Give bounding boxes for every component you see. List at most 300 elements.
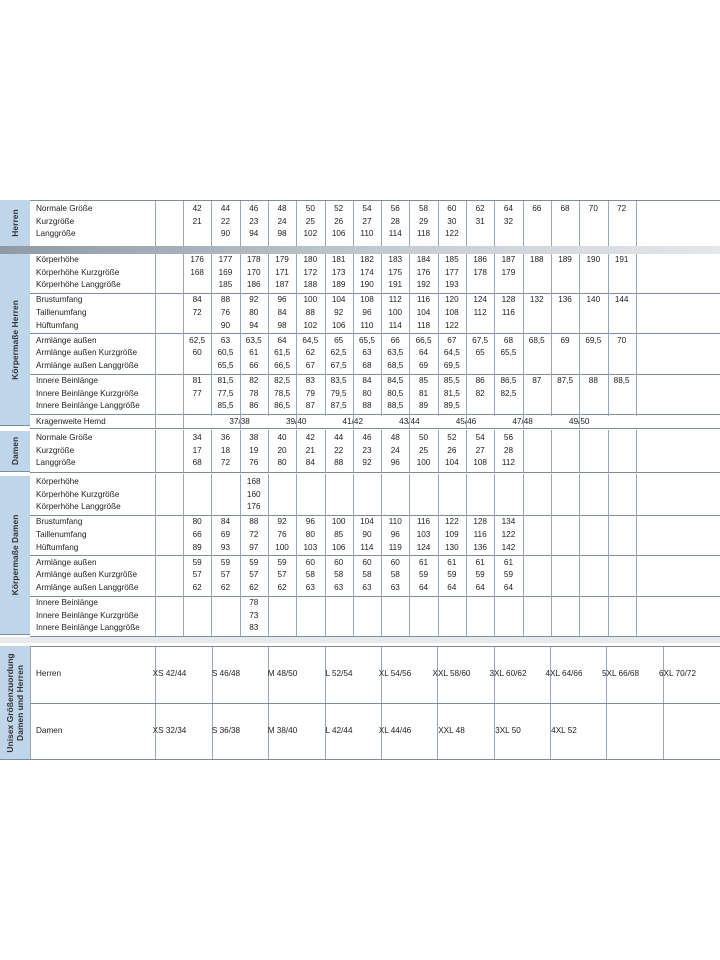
column-divider — [409, 254, 410, 416]
row-label: Damen — [36, 725, 63, 735]
table-cell: 176 — [190, 255, 204, 264]
table-cell: 22 — [220, 216, 230, 226]
table-cell: 67,5 — [472, 335, 489, 345]
table-cell: 60 — [334, 557, 344, 567]
table-cell: 57 — [220, 570, 230, 580]
table-cell: 62 — [277, 583, 287, 592]
column-divider — [353, 254, 354, 416]
section-label-herren — [0, 200, 30, 247]
table-cell: 24 — [277, 216, 287, 226]
table-cell: 59 — [277, 557, 287, 567]
table-cell: 81 — [192, 376, 202, 386]
table-cell: 62 — [249, 583, 259, 592]
table-cell: 168 — [190, 267, 204, 277]
table-cell: 191 — [614, 255, 629, 264]
table-cell: 85,5 — [217, 401, 234, 411]
table-cell: 84 — [220, 517, 230, 527]
column-divider — [409, 416, 410, 429]
column-divider — [466, 416, 467, 429]
table-cell: 62 — [305, 348, 315, 358]
table-cell: 116 — [417, 295, 431, 305]
table-cell: 77 — [192, 388, 202, 398]
table-cell: 42 — [192, 204, 202, 213]
row-divider — [30, 374, 720, 375]
table-cell: 85,5 — [443, 376, 460, 386]
table-cell: 175 — [388, 267, 403, 277]
table-cell: 69,5 — [585, 335, 602, 345]
table-cell: 88 — [334, 458, 344, 468]
table-cell: 128 — [501, 295, 516, 305]
table-cell: 3XL 60/62 — [489, 669, 527, 679]
table-cell: 60 — [447, 204, 457, 213]
table-cell: 178 — [246, 255, 261, 264]
row-divider — [30, 646, 720, 647]
column-divider — [608, 430, 609, 472]
table-cell: 36 — [220, 433, 230, 443]
table-cell: 96 — [390, 458, 400, 468]
table-cell: 119 — [388, 542, 402, 552]
column-divider — [608, 254, 609, 416]
column-divider — [240, 416, 241, 429]
table-cell: 130 — [445, 542, 459, 552]
table-cell: 84,5 — [387, 376, 404, 386]
table-cell: 68 — [560, 204, 570, 213]
column-divider — [579, 430, 580, 472]
column-divider — [494, 430, 495, 472]
table-cell: 52 — [334, 204, 344, 213]
table-cell: 132 — [529, 295, 544, 305]
table-cell: 188 — [303, 280, 318, 290]
table-cell: 109 — [445, 530, 459, 539]
row-divider — [30, 759, 720, 760]
table-cell: 78 — [249, 598, 259, 608]
section-label-koerper-damen — [0, 476, 30, 635]
table-cell: 63 — [362, 348, 372, 358]
table-cell: 28 — [503, 445, 513, 455]
column-divider — [211, 474, 212, 636]
table-cell: 110 — [360, 320, 374, 330]
table-cell: 179 — [501, 267, 516, 277]
section-label-damen — [0, 431, 30, 472]
table-cell: 65,5 — [500, 348, 517, 358]
table-cell: 69 — [560, 335, 570, 345]
table-cell: 88 — [588, 376, 598, 386]
row-label: Innere Beinlänge Langgröße — [36, 401, 140, 411]
table-cell: 168 — [246, 477, 261, 486]
table-cell: 64,5 — [443, 348, 460, 358]
table-cell: 37/38 — [229, 416, 250, 426]
table-cell: 187 — [501, 255, 516, 264]
separator-band — [0, 246, 720, 254]
table-cell: 52 — [447, 433, 457, 443]
column-divider — [523, 430, 524, 472]
table-cell: 57 — [192, 570, 202, 580]
table-cell: 170 — [246, 267, 261, 277]
table-cell: 177 — [445, 267, 459, 277]
table-cell: 58 — [390, 570, 400, 580]
section-label-unisex — [0, 646, 30, 760]
table-cell: 77,5 — [217, 388, 234, 398]
table-cell: 21 — [305, 445, 315, 455]
row-divider — [30, 414, 720, 415]
table-cell: 118 — [417, 229, 431, 239]
table-cell: 65 — [475, 348, 485, 358]
column-divider — [325, 200, 326, 246]
table-cell: 63 — [362, 583, 372, 592]
row-label: Körperhöhe Langgröße — [36, 502, 121, 512]
table-cell: 106 — [331, 229, 346, 239]
row-label: Körperhöhe Kurzgröße — [36, 267, 120, 277]
table-cell: 56 — [390, 204, 400, 213]
table-cell: 100 — [388, 308, 403, 317]
table-cell: 177 — [218, 255, 233, 264]
table-cell: 76 — [277, 530, 287, 539]
table-cell: 82 — [249, 376, 259, 386]
table-cell: 88,5 — [613, 376, 630, 386]
row-label: Langgröße — [36, 458, 76, 468]
table-cell: 70 — [617, 335, 627, 345]
table-cell: 19 — [249, 445, 259, 455]
table-cell: 81,5 — [443, 388, 460, 398]
table-cell: 94 — [249, 320, 259, 330]
column-divider — [296, 430, 297, 472]
table-cell: 98 — [277, 229, 287, 239]
table-cell: 86,5 — [500, 376, 517, 386]
table-cell: 64 — [418, 583, 429, 592]
table-cell: 87,5 — [330, 401, 347, 411]
table-cell: 27 — [362, 216, 372, 226]
column-divider — [523, 200, 524, 246]
row-label: Armlänge außen — [36, 557, 97, 567]
row-label: Normale Größe — [36, 204, 93, 213]
table-cell: 184 — [416, 255, 431, 264]
row-divider — [30, 636, 720, 637]
column-divider — [296, 416, 297, 429]
table-cell: 67 — [305, 361, 315, 370]
table-cell: 88 — [249, 517, 259, 527]
row-divider — [30, 200, 720, 201]
table-cell: 63 — [220, 335, 230, 345]
table-cell: 6XL 70/72 — [658, 669, 697, 679]
row-divider — [30, 428, 720, 429]
table-cell: 160 — [246, 489, 261, 499]
column-divider — [523, 416, 524, 429]
table-cell: 124 — [416, 542, 431, 552]
column-divider — [438, 474, 439, 636]
table-cell: 30 — [447, 216, 457, 226]
table-cell: 90 — [362, 530, 372, 539]
table-cell: 21 — [192, 216, 202, 226]
table-cell: 84 — [362, 376, 372, 386]
table-cell: 190 — [586, 255, 601, 264]
column-divider — [353, 416, 354, 429]
table-cell: 57 — [249, 570, 259, 580]
column-divider — [608, 200, 609, 246]
table-cell: 59 — [503, 570, 513, 580]
table-cell: 44 — [220, 204, 230, 213]
table-cell: 60 — [305, 557, 315, 567]
table-cell: 90 — [220, 320, 230, 330]
table-cell: 100 — [303, 295, 318, 305]
table-cell: 83 — [249, 623, 259, 633]
table-cell: 57 — [277, 570, 287, 580]
table-cell: 180 — [303, 255, 318, 264]
table-cell: 46 — [362, 433, 372, 443]
size-chart — [0, 200, 720, 760]
table-cell: 103 — [416, 530, 431, 539]
table-cell: 104 — [360, 517, 374, 527]
column-divider — [579, 416, 580, 429]
table-cell: 60 — [192, 348, 202, 358]
table-cell: 106 — [331, 542, 346, 552]
table-cell: 108 — [473, 458, 487, 468]
table-cell: 86 — [475, 376, 485, 386]
column-divider — [353, 474, 354, 636]
table-cell: 23 — [249, 216, 259, 226]
table-cell: 84 — [192, 295, 202, 305]
table-cell: 54 — [475, 433, 485, 443]
table-cell: 64 — [418, 348, 429, 358]
row-divider — [30, 472, 720, 473]
table-cell: 116 — [501, 308, 515, 317]
table-cell: 140 — [586, 295, 601, 305]
column-divider — [579, 474, 580, 636]
column-divider — [381, 254, 382, 416]
table-cell: 69,5 — [443, 361, 460, 370]
table-cell: 64 — [475, 583, 485, 592]
column-divider — [353, 200, 354, 246]
table-cell: 61,5 — [274, 348, 290, 358]
column-divider — [183, 416, 184, 429]
table-cell: 110 — [388, 517, 402, 527]
column-divider — [409, 200, 410, 246]
table-cell: 58 — [362, 570, 372, 580]
table-cell: 49/50 — [568, 416, 590, 426]
column-divider — [211, 254, 212, 416]
table-cell: 58 — [334, 570, 344, 580]
column-divider — [155, 430, 156, 472]
table-cell: 83,5 — [330, 376, 347, 386]
table-cell: 142 — [501, 542, 516, 552]
table-cell: S 36/38 — [211, 725, 241, 735]
column-divider — [438, 200, 439, 246]
column-divider — [325, 254, 326, 416]
table-cell: 64 — [447, 583, 457, 592]
table-cell: 136 — [473, 542, 487, 552]
table-cell: 89 — [192, 542, 202, 552]
table-cell: 64,5 — [302, 335, 319, 345]
row-label: Armlänge außen — [36, 335, 97, 345]
table-cell: 65,5 — [358, 335, 375, 345]
table-cell: 112 — [388, 295, 402, 305]
table-cell: 181 — [331, 255, 346, 264]
row-label: Körperhöhe — [36, 255, 79, 264]
column-divider — [211, 200, 212, 246]
table-cell: 120 — [445, 295, 459, 305]
table-cell: 87,5 — [557, 376, 573, 386]
table-cell: 64 — [503, 204, 513, 213]
table-cell: XXL 58/60 — [432, 669, 471, 679]
row-label: Taillenumfang — [36, 530, 87, 539]
table-cell: 48 — [390, 433, 400, 443]
table-cell: 46 — [249, 204, 259, 213]
table-cell: 192 — [416, 280, 431, 290]
table-cell: 76 — [249, 458, 259, 468]
table-cell: 59 — [220, 557, 230, 567]
column-divider — [155, 416, 156, 429]
table-cell: 68,5 — [387, 361, 404, 370]
table-cell: 61 — [249, 348, 259, 358]
row-label: Kurzgröße — [36, 445, 75, 455]
table-cell: L 42/44 — [325, 725, 353, 735]
column-divider — [155, 254, 156, 416]
column-divider — [409, 474, 410, 636]
column-divider — [155, 200, 156, 246]
table-cell: 134 — [501, 517, 516, 527]
column-divider — [353, 430, 354, 472]
column-divider — [494, 474, 495, 636]
table-cell: 28 — [390, 216, 400, 226]
table-cell: 66 — [390, 335, 400, 345]
table-cell: 89,5 — [443, 401, 460, 411]
section-label-text: Damen — [10, 436, 20, 466]
table-cell: 61 — [418, 557, 429, 567]
table-cell: XS 32/34 — [152, 725, 187, 735]
table-cell: 114 — [388, 229, 402, 239]
table-cell: 80 — [249, 308, 259, 317]
table-cell: 3XL 50 — [495, 725, 521, 735]
column-divider — [579, 254, 580, 416]
table-cell: 50 — [418, 433, 429, 443]
table-cell: 189 — [558, 255, 572, 264]
table-cell: 182 — [360, 255, 374, 264]
table-cell: 169 — [218, 267, 233, 277]
column-divider — [268, 474, 269, 636]
section-label-text: Unisex Größenzuordung Damen und Herren — [5, 652, 25, 753]
row-divider — [30, 555, 720, 556]
table-cell: 122 — [445, 229, 459, 239]
table-cell: 34 — [192, 433, 202, 443]
table-cell: 189 — [331, 280, 346, 290]
table-cell: 72 — [617, 204, 627, 213]
table-cell: 96 — [362, 308, 372, 317]
table-cell: 27 — [475, 445, 485, 455]
column-divider — [183, 474, 184, 636]
table-cell: 88 — [362, 401, 372, 411]
column-divider — [608, 474, 609, 636]
table-cell: 80 — [277, 458, 287, 468]
table-cell: 173 — [331, 267, 346, 277]
table-cell: 171 — [275, 267, 289, 277]
table-cell: 61 — [475, 557, 485, 567]
row-label: Herren — [36, 669, 62, 679]
table-cell: 23 — [362, 445, 372, 455]
table-cell: 67 — [447, 335, 457, 345]
table-cell: 18 — [220, 445, 230, 455]
table-cell: 92 — [362, 458, 372, 468]
table-cell: 39/40 — [285, 416, 307, 426]
table-cell: 193 — [445, 280, 459, 290]
table-cell: 179 — [275, 255, 289, 264]
column-divider — [551, 430, 552, 472]
column-divider — [183, 200, 184, 246]
row-label: Innere Beinlänge Kurzgröße — [36, 610, 139, 620]
table-cell: 59 — [249, 557, 259, 567]
row-divider — [30, 293, 720, 294]
table-cell: 82,5 — [274, 376, 290, 386]
table-cell: 68,5 — [528, 335, 545, 345]
table-cell: 94 — [249, 229, 259, 239]
table-cell: 63 — [305, 583, 315, 592]
table-cell: 122 — [445, 517, 459, 527]
table-cell: L 52/54 — [325, 669, 353, 679]
column-divider — [636, 254, 637, 416]
table-cell: M 38/40 — [267, 725, 298, 735]
table-cell: 88,5 — [387, 401, 404, 411]
table-cell: 122 — [445, 320, 459, 330]
table-cell: 50 — [305, 204, 315, 213]
row-label: Armlänge außen Langgröße — [36, 583, 139, 592]
table-cell: 22 — [334, 445, 344, 455]
table-cell: 183 — [388, 255, 403, 264]
table-cell: M 48/50 — [267, 669, 298, 679]
column-divider — [240, 474, 241, 636]
table-cell: 80 — [192, 517, 202, 527]
row-label: Armlänge außen Kurzgröße — [36, 570, 138, 580]
column-divider — [438, 254, 439, 416]
table-cell: 59 — [447, 570, 457, 580]
table-cell: 96 — [305, 517, 315, 527]
section-label-text: Körpermaße Herren — [10, 299, 20, 380]
row-label: Brustumfang — [36, 517, 83, 527]
table-cell: 79,5 — [330, 388, 347, 398]
table-cell: S 46/48 — [211, 669, 241, 679]
column-divider — [381, 474, 382, 636]
table-cell: 48 — [277, 204, 287, 213]
table-cell: 174 — [360, 267, 374, 277]
table-cell: 112 — [473, 308, 487, 317]
column-divider — [494, 254, 495, 416]
column-divider — [183, 430, 184, 472]
row-label: Innere Beinlänge — [36, 598, 98, 608]
table-cell: 185 — [445, 255, 459, 264]
table-cell: 69 — [220, 530, 230, 539]
table-cell: 66 — [532, 204, 542, 213]
table-cell: 102 — [303, 229, 318, 239]
row-label: Innere Beinlänge Langgröße — [36, 623, 140, 633]
row-divider — [30, 703, 720, 704]
table-cell: 61 — [503, 557, 513, 567]
table-cell: 85 — [418, 376, 429, 386]
section-label-koerper-herren — [0, 254, 30, 426]
table-cell: 63,5 — [245, 335, 262, 345]
table-cell: 60,5 — [217, 348, 234, 358]
table-cell: 26 — [447, 445, 457, 455]
table-cell: 29 — [418, 216, 429, 226]
column-divider — [325, 430, 326, 472]
table-cell: 58 — [305, 570, 315, 580]
table-cell: 172 — [303, 267, 318, 277]
column-divider — [636, 430, 637, 472]
table-cell: 185 — [218, 280, 233, 290]
column-divider — [636, 474, 637, 636]
column-divider — [523, 254, 524, 416]
table-cell: 5XL 66/68 — [601, 669, 640, 679]
table-cell: 59 — [475, 570, 485, 580]
row-label: Langgröße — [36, 229, 76, 239]
table-cell: 90 — [220, 229, 230, 239]
table-cell: 110 — [360, 229, 374, 239]
